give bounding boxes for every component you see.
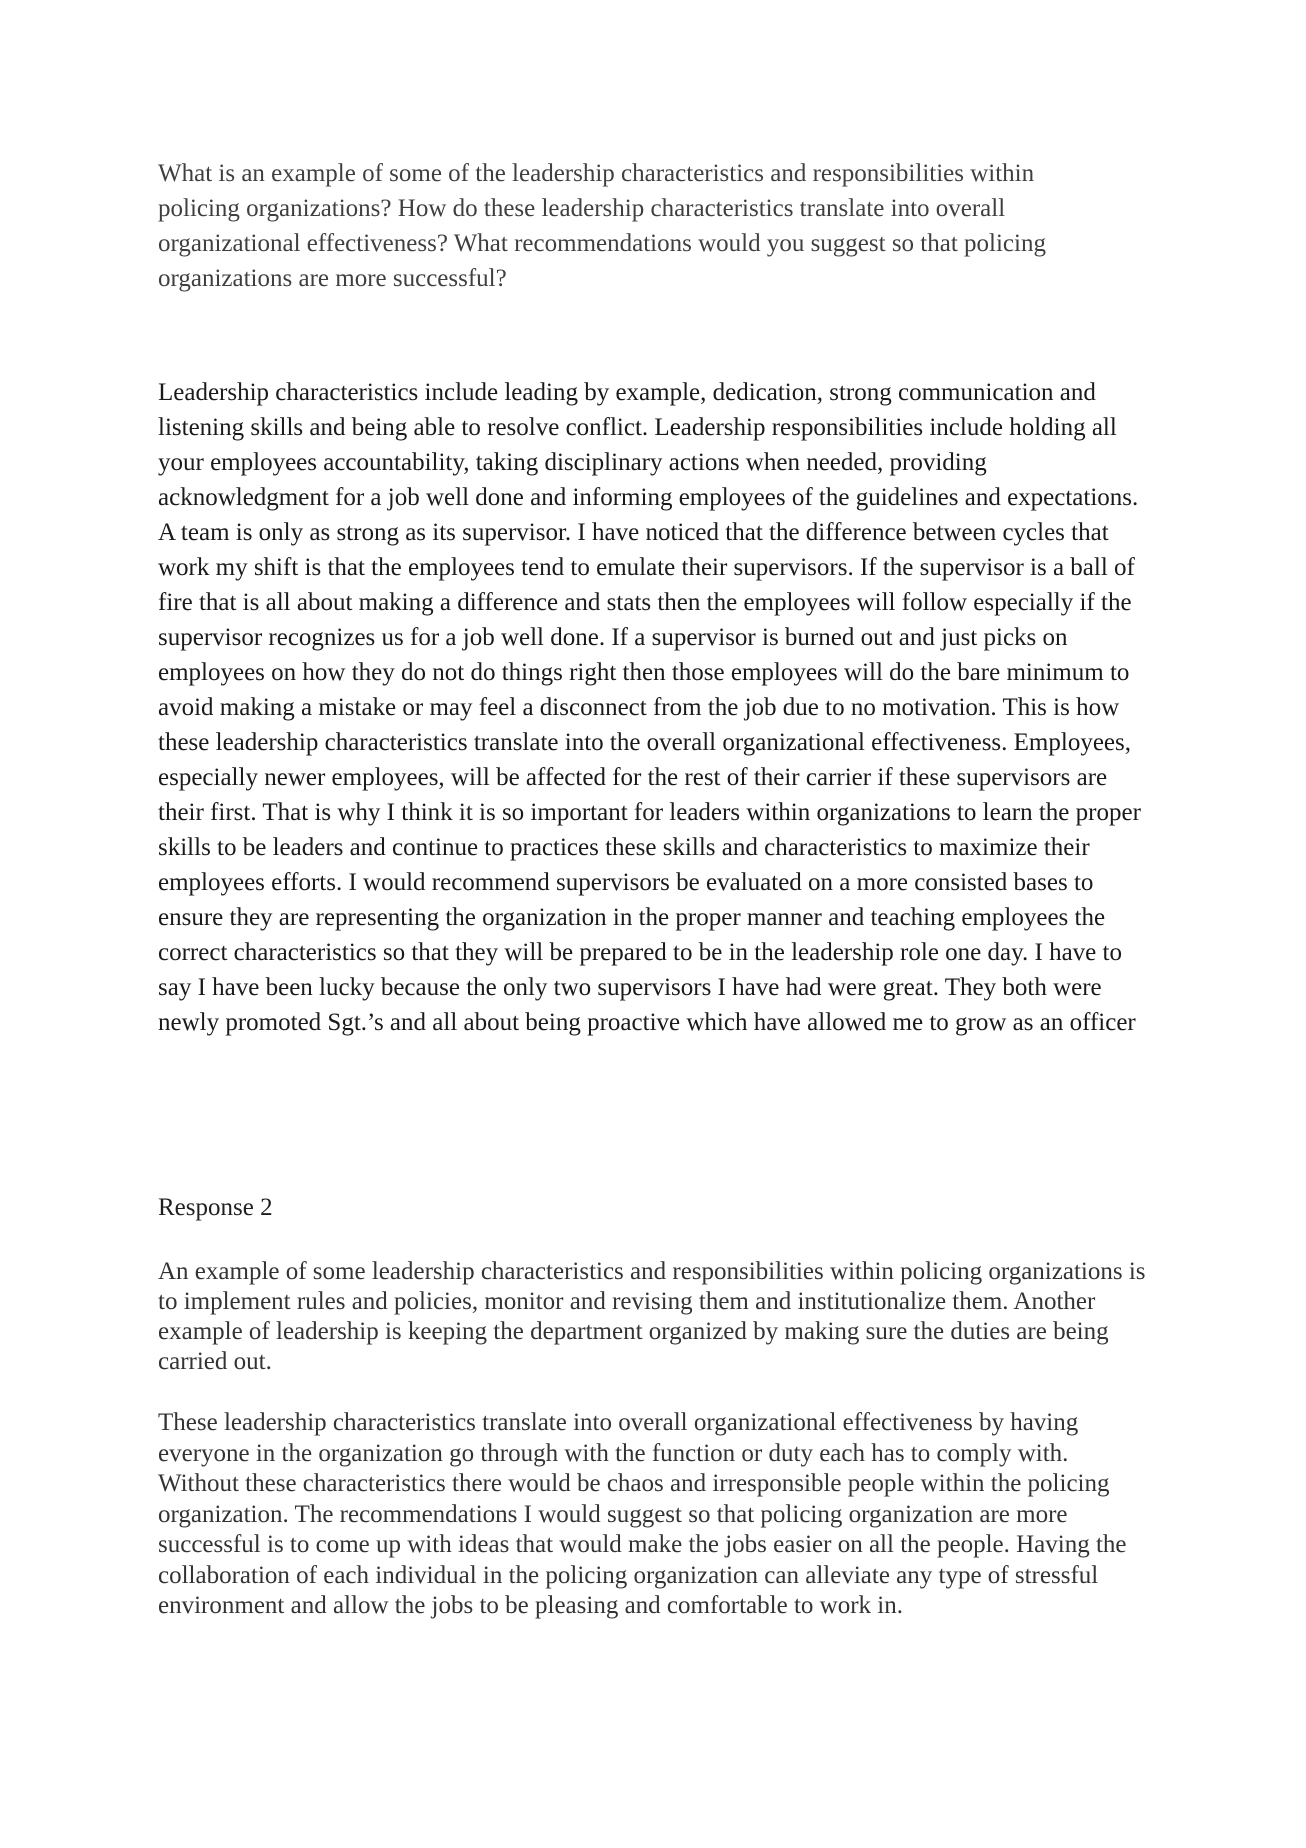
response-2-paragraph-2: These leadership characteristics translate into overall organizational effectiveness by having everyone in the organization go through with the function or duty each has to comply with. Without these characteristics there would be chaos and irresponsible people within the policing organization. The recommendations I would suggest so that policing organization are more successful is to come up with ideas that would make the jobs easier on all the people. Having the collaboration of each individual in the policing organization can alleviate any type of stressful environment and allow the jobs to be pleasing and comfortable to work in. <box>158 1409 1127 1619</box>
question-paragraph: What is an example of some of the leadership characteristics and responsibilities within policing organizations? How do these leadership characteristics translate into overall organizational effectiveness? What recommendations would you suggest so that policing organizations are more successful? <box>158 160 1046 292</box>
response-2-heading: Response 2 <box>158 1194 273 1221</box>
response-2-paragraph-1: An example of some leadership characteristics and responsibilities within policing organizations is to implement rules and policies, monitor and revising them and institutionalize them. Another example of leadership is keeping the department organized by making sure the duties are being carried out. <box>158 1258 1146 1375</box>
response-1-paragraph: Leadership characteristics include leading by example, dedication, strong communication and listening skills and being able to resolve conflict. Leadership responsibilities include holding all your employees accountability, taking disciplinary actions when needed, providing acknowledgment for a job well done and informing employees of the guidelines and expectations. A team is only as strong as its supervisor. I have noticed that the difference between cycles that work my shift is that the employees tend to emulate their supervisors. If the supervisor is a ball of fire that is all about making a difference and stats then the employees will follow especially if the supervisor recognizes us for a job well done. If a supervisor is burned out and just picks on employees on how they do not do things right then those employees will do the bare minimum to avoid making a mistake or may feel a disconnect from the job due to no motivation. This is how these leadership characteristics translate into the overall organizational effectiveness. Employees, especially newer employees, will be affected for the rest of their carrier if these supervisors are their first. That is why I think it is so important for leaders within organizations to learn the proper skills to be leaders and continue to practices these skills and characteristics to maximize their employees efforts. I would recommend supervisors be evaluated on a more consisted bases to ensure they are representing the organization in the proper manner and teaching employees the correct characteristics so that they will be prepared to be in the leadership role one day. I have to say I have been lucky because the only two supervisors I have had were great. They both were newly promoted Sgt.’s and all about being proactive which have allowed me to grow as an officer <box>158 379 1141 1036</box>
